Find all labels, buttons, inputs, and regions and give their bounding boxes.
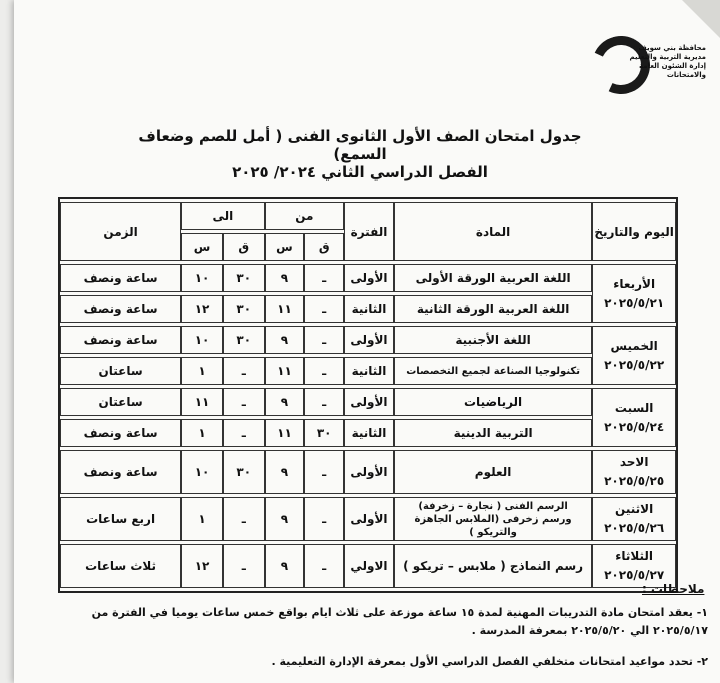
table-row	[60, 357, 676, 385]
from-min-cell: ـ	[304, 388, 344, 416]
to-min-cell: ـ	[223, 544, 265, 588]
to-hour-cell: ١	[181, 419, 223, 447]
subject-cell: الرياضيات	[394, 388, 592, 416]
subject-line-1: الرسم الفنى ( نجارة – زخرفة)	[418, 500, 568, 512]
exam-date: ٢٠٢٥/٥/٢٢	[604, 357, 665, 372]
exam-date: ٢٠٢٥/٥/٢١	[604, 295, 665, 310]
to-hour-cell: ١٠	[181, 450, 223, 494]
table-row	[60, 326, 676, 354]
directorate-logo	[592, 30, 712, 100]
to-hour-cell: ١٠	[181, 326, 223, 354]
from-min-cell: ٣٠	[304, 419, 344, 447]
period-cell: الاولي	[344, 544, 394, 588]
period-cell: الأولى	[344, 326, 394, 354]
day-group	[60, 450, 676, 494]
duration-cell: ساعتان	[60, 357, 181, 385]
exam-date: ٢٠٢٥/٥/٢٤	[604, 419, 665, 434]
exam-date: ٢٠٢٥/٥/٢٥	[604, 474, 665, 488]
period-cell: الثانية	[344, 357, 394, 385]
day-date-cell	[592, 497, 676, 541]
duration-cell: ساعة ونصف	[60, 264, 181, 292]
header-duration: الزمن	[60, 202, 181, 261]
to-min-cell: ـ	[223, 419, 265, 447]
period-cell: الأولى	[344, 388, 394, 416]
page-title: جدول امتحان الصف الأول الثانوى الفنى ( أمل للصم وضعاف السمع)	[138, 127, 582, 163]
duration-cell: اربع ساعات	[60, 497, 181, 541]
from-min-cell: ـ	[304, 497, 344, 541]
header-period: الفترة	[344, 202, 394, 261]
header-from-min: ق	[304, 233, 344, 261]
table-header	[60, 202, 676, 261]
subject-cell: اللغة العربية الورقة الثانية	[394, 295, 592, 323]
day-name: الأربعاء	[613, 276, 656, 291]
day-name: الاحد	[619, 455, 649, 469]
from-min-cell: ـ	[304, 264, 344, 292]
to-min-cell: ـ	[223, 388, 265, 416]
day-name: الثلاثاء	[615, 549, 654, 563]
table-row	[60, 388, 676, 416]
to-hour-cell: ١	[181, 357, 223, 385]
duration-cell: ساعتان	[60, 388, 181, 416]
header-to-min: ق	[223, 233, 265, 261]
exam-schedule-table	[58, 197, 678, 593]
header-to: الى	[181, 202, 264, 230]
subject-cell: اللغة العربية الورقة الأولى	[394, 264, 592, 292]
from-min-cell: ـ	[304, 357, 344, 385]
duration-cell: ساعة ونصف	[60, 450, 181, 494]
header-subject: المادة	[394, 202, 592, 261]
from-hour-cell: ١١	[265, 295, 305, 323]
to-min-cell: ٣٠	[223, 450, 265, 494]
duration-cell: ثلاث ساعات	[60, 544, 181, 588]
header-row	[60, 202, 676, 230]
subject-cell	[394, 497, 592, 541]
period-cell: الأولى	[344, 497, 394, 541]
subject-cell: العلوم	[394, 450, 592, 494]
period-cell: الأولى	[344, 450, 394, 494]
to-min-cell: ـ	[223, 497, 265, 541]
exam-date: ٢٠٢٥/٥/٢٦	[604, 521, 665, 535]
from-hour-cell: ٩	[265, 450, 305, 494]
header-from: من	[265, 202, 344, 230]
period-cell: الأولى	[344, 264, 394, 292]
logo-text: محافظة بني سويف مديرية التربية والتعليم إدارة الشئون العامة والامتحانات	[629, 44, 706, 79]
from-hour-cell: ٩	[265, 497, 305, 541]
duration-cell: ساعة ونصف	[60, 326, 181, 354]
day-group	[60, 388, 676, 447]
day-name: السبت	[614, 400, 654, 415]
note-item: ٢- تحدد مواعيد امتحانات متخلفي الفصل الدراسي الأول بمعرفة الإدارة التعليمية .	[271, 655, 708, 668]
exam-date: ٢٠٢٥/٥/٢٧	[604, 568, 665, 582]
from-min-cell: ـ	[304, 450, 344, 494]
day-name: الخميس	[610, 338, 658, 353]
day-name: الاثنين	[615, 502, 654, 516]
day-group	[60, 326, 676, 385]
subject-line-2: ورسم زخرفى (الملابس الجاهزة والتريكو )	[414, 513, 572, 538]
from-hour-cell: ٩	[265, 264, 305, 292]
from-min-cell: ـ	[304, 326, 344, 354]
notes-heading: ملاحظات :	[642, 582, 705, 596]
to-hour-cell: ١٢	[181, 295, 223, 323]
from-min-cell: ـ	[304, 295, 344, 323]
from-hour-cell: ١١	[265, 419, 305, 447]
day-group	[60, 497, 676, 541]
duration-cell: ساعة ونصف	[60, 295, 181, 323]
day-date-cell	[592, 388, 676, 447]
to-hour-cell: ١٢	[181, 544, 223, 588]
day-group	[60, 544, 676, 588]
to-min-cell: ـ	[223, 357, 265, 385]
table-row	[60, 497, 676, 541]
period-cell: الثانية	[344, 419, 394, 447]
day-group	[60, 264, 676, 323]
to-hour-cell: ١	[181, 497, 223, 541]
subject-cell: تكنولوجيا الصناعة لجميع التخصصات	[394, 357, 592, 385]
to-hour-cell: ١١	[181, 388, 223, 416]
from-min-cell: ـ	[304, 544, 344, 588]
table-row	[60, 264, 676, 292]
to-min-cell: ٣٠	[223, 295, 265, 323]
note-item: ١- يعقد امتحان مادة التدريبات المهنية لمدة ١٥ ساعة موزعة على ثلاث ايام بواقع خمس ساعات يوميا في الفترة من ٢٠٢٥/٥/١٧ الي ٢٠٢٥/٥/٢٠ بمعرفة المدرسة .	[91, 606, 708, 637]
to-min-cell: ٣٠	[223, 264, 265, 292]
to-hour-cell: ١٠	[181, 264, 223, 292]
from-hour-cell: ٩	[265, 388, 305, 416]
table-row	[60, 295, 676, 323]
header-to-hour: س	[181, 233, 223, 261]
from-hour-cell: ٩	[265, 544, 305, 588]
day-date-cell	[592, 450, 676, 494]
from-hour-cell: ٩	[265, 326, 305, 354]
table-row	[60, 544, 676, 588]
subject-cell: اللغة الأجنبية	[394, 326, 592, 354]
page-subtitle: الفصل الدراسي الثاني ٢٠٢٤/ ٢٠٢٥	[232, 163, 488, 181]
table-row	[60, 450, 676, 494]
subject-cell: التربية الدينية	[394, 419, 592, 447]
header-from-hour: س	[265, 233, 305, 261]
day-date-cell	[592, 326, 676, 385]
duration-cell: ساعة ونصف	[60, 419, 181, 447]
header-day-date: اليوم والتاريخ	[592, 202, 676, 261]
day-date-cell	[592, 264, 676, 323]
table-row	[60, 419, 676, 447]
period-cell: الثانية	[344, 295, 394, 323]
to-min-cell: ٣٠	[223, 326, 265, 354]
subject-cell: رسم النماذج ( ملابس – تريكو )	[394, 544, 592, 588]
from-hour-cell: ١١	[265, 357, 305, 385]
